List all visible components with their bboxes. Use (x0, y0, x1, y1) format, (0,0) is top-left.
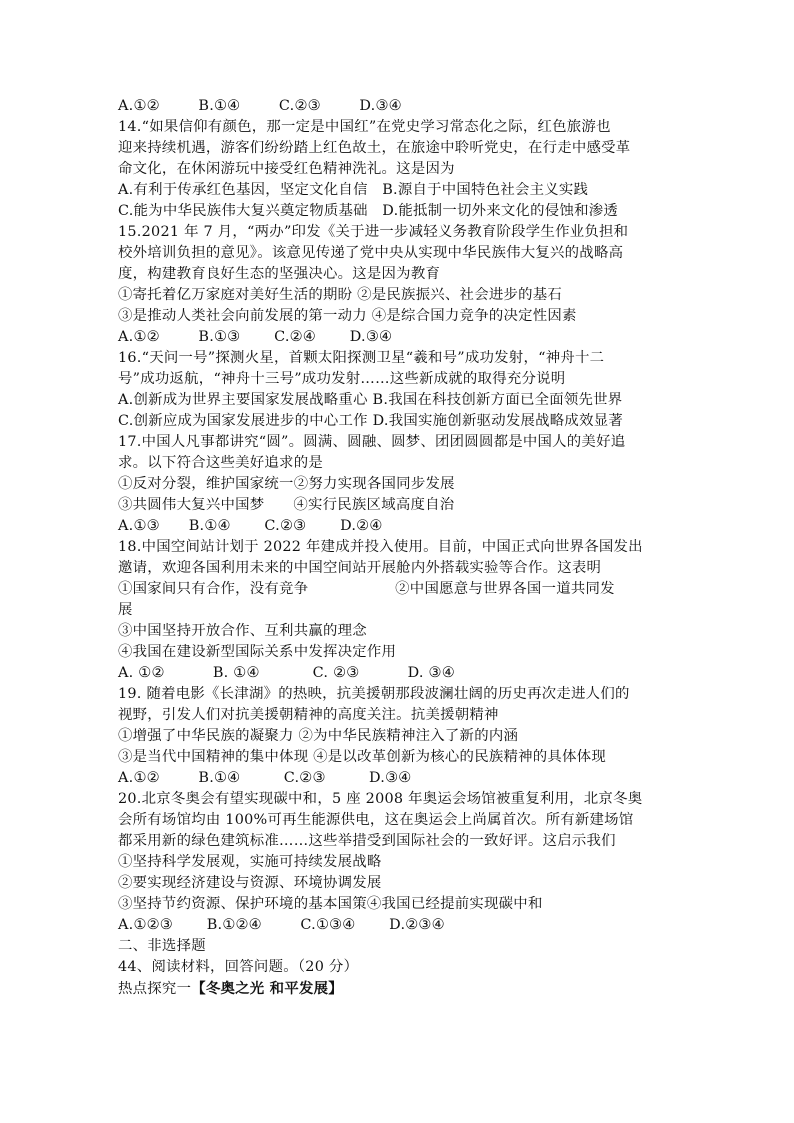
statement-line: ④我国在建设新型国际关系中发挥决定作用 (118, 644, 397, 660)
question-16-stem: 16.“天问一号”探测火星，首颗太阳探测卫星“羲和号”成功发射，“神舟十二 (118, 350, 605, 366)
answer-options: C.能为中华民族伟大复兴奠定物质基础 D.能抵制一切外来文化的侵蚀和渗透 (118, 203, 619, 219)
exam-page (118, 96, 678, 999)
answer-options: A.创新成为世界主要国家发展战略重心 B.我国在科技创新方面已全面领先世界 (118, 392, 623, 408)
section-heading: 二、非选择题 (118, 938, 206, 954)
answer-options: C.创新应成为国家发展进步的中心工作 D.我国实施创新驱动发展战略成效显著 (118, 413, 623, 429)
question-18-stem: 18.中国空间站计划于 2022 年建成并投入使用。目前，中国正式向世界各国发出 (118, 539, 643, 555)
statement-line: ①坚持科学发展观，实施可持续发展战略 (118, 854, 382, 870)
statement-line: ③中国坚持开放合作、互利共赢的理念 (118, 623, 367, 639)
statement-line: ③坚持节约资源、保护环境的基本国策④我国已经提前实现碳中和 (118, 896, 543, 912)
answer-options: A.①③ B.①④ C.②③ D.②④ (118, 518, 383, 534)
text-line: 号”成功返航，“神舟十三号”成功发射……这些新成就的取得充分说明 (118, 371, 566, 387)
statement-line: ①寄托着亿万家庭对美好生活的期盼 ②是民族振兴、社会进步的基石 (118, 287, 563, 303)
answer-options: A. ①② B. ①④ C. ②③ D. ③④ (118, 665, 455, 681)
text-line: 命文化，在休闲游玩中接受红色精神洗礼。这是因为 (118, 161, 455, 177)
text-line: 迎来持续机遇，游客们纷纷踏上红色故土，在旅途中聆听党史，在行走中感受革 (118, 140, 631, 156)
question-15-stem: 15.2021 年 7 月，“两办”印发《关于进一步减轻义务教育阶段学生作业负担和 (118, 224, 629, 240)
hot-topic-prefix: 热点探究一 (118, 981, 192, 997)
text-line: A.①② B.①④ C.②③ D.③④ (118, 98, 402, 114)
text-line: 都采用新的绿色建筑标准……这些举措受到国际社会的一致好评。这启示我们 (118, 833, 616, 849)
text-line: 求。以下符合这些美好追求的是 (118, 455, 323, 471)
text-line: 展 (118, 602, 133, 618)
statement-line: ②要实现经济建设与资源、环境协调发展 (118, 875, 382, 891)
statement-line: ③共圆伟大复兴中国梦 ④实行民族区域高度自治 (118, 497, 455, 513)
answer-options: A.①② B.①④ C.②③ D.③④ (118, 770, 412, 786)
hot-topic-heading (118, 978, 678, 999)
question-20-stem: 20.北京冬奥会有望实现碳中和，5 座 2008 年奥运会场馆被重复利用，北京冬奥 (118, 791, 643, 807)
answer-options: A.①② B.①③ C.②④ D.③④ (118, 329, 393, 345)
text-line: 校外培训负担的意见》。该意见传递了党中央从实现中华民族伟大复兴的战略高 (118, 245, 624, 261)
question-19-stem: 19. 随着电影《长津湖》的热映，抗美援朝那段波澜壮阔的历史再次走进人们的 (118, 686, 630, 702)
statement-line: ①反对分裂，维护国家统一②努力实现各国同步发展 (118, 476, 455, 492)
text-line: 邀请，欢迎各国利用未来的中国空间站开展舱内外搭载实验等合作。这表明 (118, 560, 602, 576)
statement-line: ①增强了中华民族的凝聚力 ②为中华民族精神注入了新的内涵 (118, 728, 519, 744)
answer-options: A.有利于传承红色基因，坚定文化自信 B.源自于中国特色社会主义实践 (118, 182, 589, 198)
statement-line: ③是当代中国精神的集中体现 ④是以改革创新为核心的民族精神的具体体现 (118, 749, 606, 765)
hot-topic-title: 【冬奥之光 和平发展】 (191, 980, 343, 997)
question-14-stem: 14.“如果信仰有颜色，那一定是中国红”在党史学习常态化之际，红色旅游也 (118, 119, 611, 135)
text-line: 会所有场馆均由 100%可再生能源供电，这在奥运会上尚属首次。所有新建场馆 (118, 812, 634, 828)
text-line: 视野，引发人们对抗美援朝精神的高度关注。抗美援朝精神 (118, 707, 499, 723)
statement-line: ③是推动人类社会向前发展的第一动力 ④是综合国力竞争的决定性因素 (118, 308, 577, 324)
statement-line: ①国家间只有合作，没有竞争 ②中国愿意与世界各国一道共同发 (118, 581, 615, 597)
question-44-stem: 44、阅读材料，回答问题。（20 分） (118, 959, 359, 975)
answer-options: A.①②③ B.①②④ C.①③④ D.②③④ (118, 917, 445, 933)
text-line: 度，构建教育良好生态的坚强决心。这是因为教育 (118, 266, 441, 282)
question-17-stem: 17.中国人凡事都讲究“圆”。圆满、圆融、圆梦、团团圆圆都是中国人的美好追 (118, 434, 626, 450)
